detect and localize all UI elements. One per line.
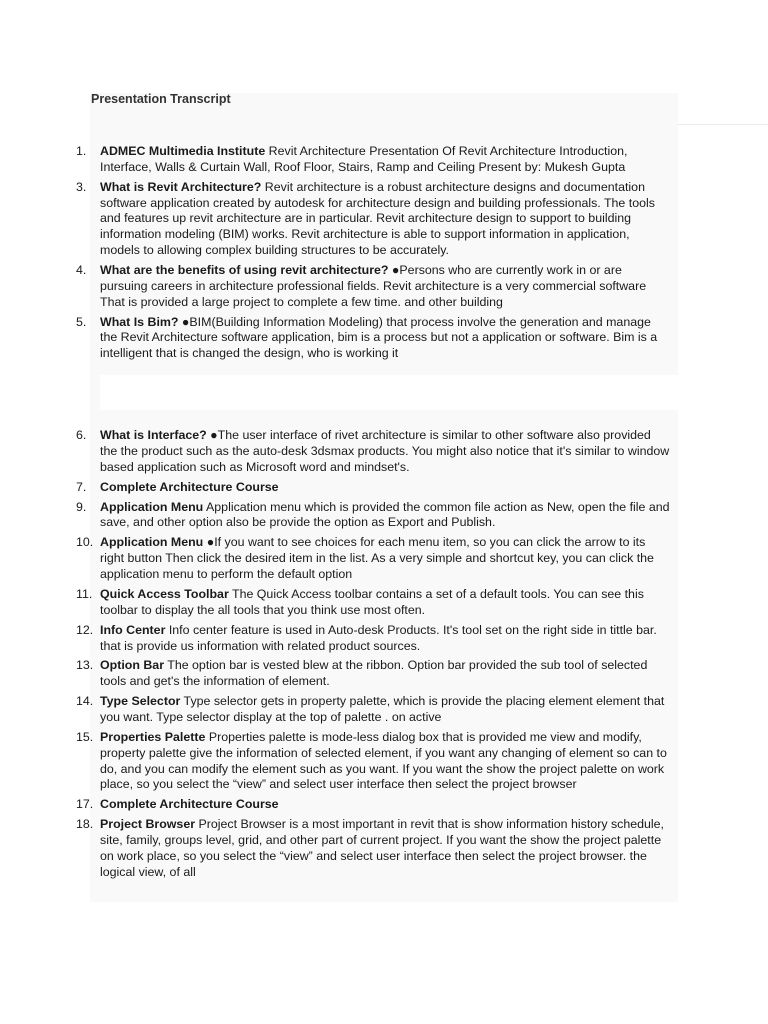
item-number: 12. xyxy=(76,622,94,637)
item-heading: What is Revit Architecture? xyxy=(100,179,262,194)
transcript-item xyxy=(0,694,700,726)
transcript-item xyxy=(0,817,700,880)
transcript-list-bottom xyxy=(0,428,700,885)
transcript-item xyxy=(0,480,700,496)
transcript-item xyxy=(0,730,700,793)
item-number: 4. xyxy=(76,262,87,277)
transcript-item xyxy=(0,623,700,655)
item-text: The Quick Access toolbar contains a set of a default tools. You can see this toolbar to display the all tools that you think use most often. xyxy=(100,586,644,617)
item-heading: Project Browser xyxy=(100,817,196,832)
item-number: 13. xyxy=(76,658,94,673)
title-divider xyxy=(678,124,768,125)
item-body xyxy=(100,315,670,362)
item-heading: Type Selector xyxy=(100,694,181,709)
item-body xyxy=(100,480,670,496)
panel-gap-strip xyxy=(90,375,100,413)
item-number: 5. xyxy=(76,314,87,329)
item-text: ●BIM(Building Information Modeling) that process involve the generation and manage the Revit Architecture software application, bim is a process but not a application or software. Bim is a intelligent that is changed the design, who is working it xyxy=(100,314,658,361)
transcript-item xyxy=(0,263,700,310)
item-heading: Application Menu xyxy=(100,499,204,514)
item-number: 15. xyxy=(76,730,94,745)
item-body xyxy=(100,587,670,619)
item-number: 1. xyxy=(76,144,87,158)
transcript-item xyxy=(0,658,700,690)
transcript-item xyxy=(0,535,700,582)
item-heading: What Is Bim? xyxy=(100,314,179,329)
item-heading: Complete Architecture Course xyxy=(100,479,279,494)
item-heading: ADMEC Multimedia Institute xyxy=(100,144,266,158)
item-body xyxy=(100,144,670,176)
item-text: Revit Architecture Presentation Of Revit Architecture Introduction, Interface, Walls & Curtain Wall, Roof Floor, Stairs, Ramp and Ceiling Present by: Mukesh Gupta xyxy=(100,144,628,174)
item-body xyxy=(100,500,670,532)
item-text: Properties palette is mode-less dialog box that is provided me view and modify, property palette give the information of selected element, if you want any changing of element so can to do, and you can modify the element such as you want. If you want the show the project palette on work place, so you select the “view” and select user interface then select the project browser xyxy=(100,730,667,792)
transcript-item xyxy=(0,797,700,813)
item-heading: Application Menu xyxy=(100,535,204,550)
item-number: 14. xyxy=(76,694,94,709)
item-body xyxy=(100,428,670,475)
item-text: ●If you want to see choices for each menu item, so you can click the arrow to its right button Then click the desired item in the list. As a very simple and shortcut key, you can click the application menu to perform the default option xyxy=(100,535,654,581)
item-text: The option bar is vested blew at the ribbon. Option bar provided the sub tool of selected tools and get's the information of element. xyxy=(100,658,648,689)
item-body xyxy=(100,797,670,813)
item-heading: Option Bar xyxy=(100,658,165,673)
item-heading: Properties Palette xyxy=(100,730,206,745)
item-number: 10. xyxy=(76,535,94,550)
item-text: Info center feature is used in Auto-desk Products. It's tool set on the right side in tittle bar. that is provide us information with related product sources. xyxy=(100,622,657,653)
transcript-item xyxy=(0,180,700,259)
transcript-item xyxy=(0,500,700,532)
item-body xyxy=(100,817,670,880)
transcript-item xyxy=(0,315,700,362)
item-text: ●The user interface of rivet architecture is similar to other software also provided the the product such as the auto-desk 3dsmax products. You might also notice that it's similar to window based application such as Microsoft word and mindset's. xyxy=(100,428,670,474)
item-heading: Info Center xyxy=(100,622,166,637)
item-heading: What are the benefits of using revit architecture? xyxy=(100,262,389,277)
item-number: 17. xyxy=(76,797,94,812)
item-body xyxy=(100,535,670,582)
item-number: 6. xyxy=(76,428,87,442)
item-number: 18. xyxy=(76,817,94,832)
item-text: Revit architecture is a robust architecture designs and documentation software application created by autodesk for architecture design and building professionals. The tools and features up revit architecture are in particular. Revit architecture design to support to building information modeling (BIM) works. Revit architecture is able to support information in application, models to allowing complex building structures to be accurately. xyxy=(100,179,655,257)
item-body xyxy=(100,694,670,726)
item-heading: What is Interface? xyxy=(100,428,207,442)
transcript-item xyxy=(0,428,700,475)
item-body xyxy=(100,730,670,793)
item-number: 3. xyxy=(76,179,87,194)
item-heading: Complete Architecture Course xyxy=(100,797,279,812)
item-body xyxy=(100,180,670,259)
item-text: Project Browser is a most important in revit that is show information history schedule, site, family, groups level, grid, and other part of current project. If you want the show the project palette on work place, so you select the “view” and select user interface then select the project browser. the logical view, of all xyxy=(100,817,664,879)
page-title: Presentation Transcript xyxy=(91,92,231,106)
item-text: Type selector gets in property palette, which is provide the placing element element that you want. Type selector display at the top of palette . on active xyxy=(100,694,665,725)
item-text: Application menu which is provided the common file action as New, open the file and save, and other option also be provide the option as Export and Publish. xyxy=(100,499,670,530)
item-body xyxy=(100,658,670,690)
item-number: 7. xyxy=(76,479,87,494)
item-body xyxy=(100,263,670,310)
item-text: ●Persons who are currently work in or are pursuing careers in architecture professional fields. Revit architecture is a very commercial software That is provided a large project to complete a few time. and other building xyxy=(100,262,647,309)
transcript-item xyxy=(0,144,700,176)
item-heading: Quick Access Toolbar xyxy=(100,586,229,601)
item-body xyxy=(100,623,670,655)
transcript-item xyxy=(0,587,700,619)
item-number: 9. xyxy=(76,499,87,514)
transcript-list-top xyxy=(0,144,700,366)
item-number: 11. xyxy=(76,586,93,601)
